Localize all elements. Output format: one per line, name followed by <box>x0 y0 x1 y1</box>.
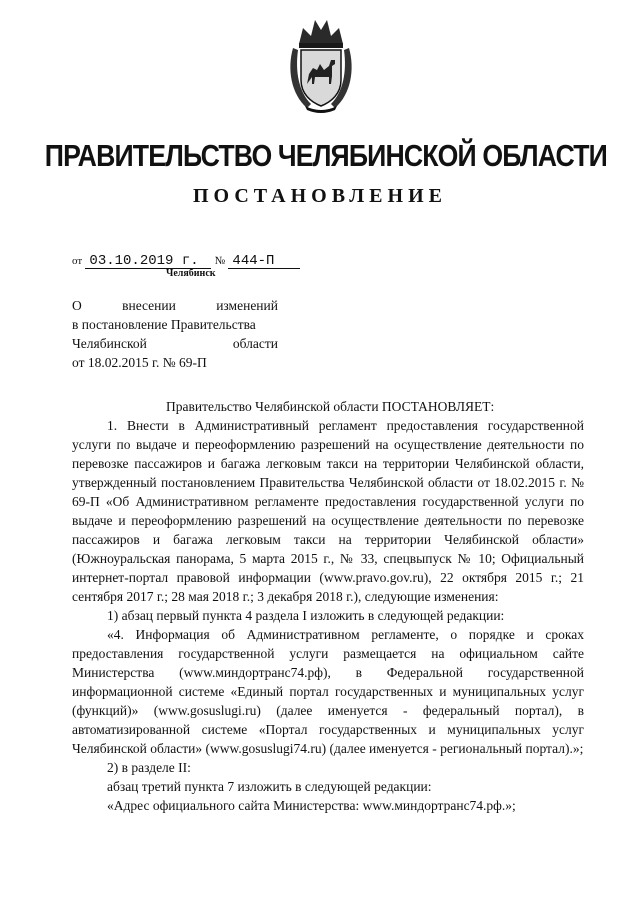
subject-word: внесении <box>122 298 176 313</box>
document-meta-line <box>72 252 300 269</box>
coat-of-arms-emblem <box>285 14 357 114</box>
body-paragraph: 1) абзац первый пункта 4 раздела I изложить в следующей редакции: <box>107 608 505 623</box>
subject-word: Челябинской <box>72 336 147 351</box>
subject-word: О <box>72 298 82 313</box>
body-paragraph: «4. Информация об Административном регламенте, о порядке и сроках предоставления государственной услуги размещается на официальном сайте Министерства (www.миндортранс74.рф), в Федеральной государственной информационной системе «Единый портал государственных и муниципальных услуг (функций)» (www.gosuslugi.ru) (далее именуется - федеральный портал), в автоматизированной системе «Портал государственных и муниципальных услуг Челябинской области» (www.gosuslugi74.ru) (далее именуется - региональный портал).»; <box>72 627 584 756</box>
subject-line-1 <box>72 296 278 315</box>
document-type: ПОСТАНОВЛЕНИЕ <box>193 185 447 207</box>
organization-title: ПРАВИТЕЛЬСТВО ЧЕЛЯБИНСКОЙ ОБЛАСТИ <box>44 138 607 173</box>
document-subject <box>72 296 278 372</box>
body-paragraph: «Адрес официального сайта Министерства: www.миндортранс74.рф.»; <box>107 798 516 813</box>
subject-line-4: от 18.02.2015 г. № 69-П <box>72 355 207 370</box>
body-paragraph: абзац третий пункта 7 изложить в следующей редакции: <box>107 779 432 794</box>
number-label: № <box>214 255 226 267</box>
subject-line-2: в постановление Правительства <box>72 317 256 332</box>
body-paragraph: 2) в разделе II: <box>107 760 191 775</box>
body-paragraph: 1. Внести в Административный регламент предоставления государственной услуги по выдаче и переоформлению разрешений на осуществление деятельности по перевозке пассажиров и багажа легковым такси на территории Челябинской области, утвержденный постановлением Правительства Челябинской области от 18.02.2015 г. № 69-П «Об Административном регламенте предоставления государственной услуги по выдаче и переоформлению разрешений на осуществление деятельности по перевозке пассажиров и багажа легковым такси на территории Челябинской области» (Южноуральская панорама, 5 марта 2015 г., № 33, спецвыпуск № 10; Официальный интернет-портал правовой информации (www.pravo.gov.ru), 22 октября 2015 г.; 21 сентября 2017 г.; 28 мая 2018 г.; 3 декабря 2018 г.), следующие изменения: <box>72 418 584 604</box>
document-date: 03.10.2019 г. <box>85 254 211 269</box>
document-number: 444-П <box>228 254 300 269</box>
subject-word: изменений <box>216 298 278 313</box>
document-body <box>72 397 584 815</box>
subject-word: области <box>232 336 278 351</box>
city-name: Челябинск <box>166 268 216 279</box>
subject-line-3 <box>72 334 278 353</box>
date-label: от <box>72 255 83 267</box>
preamble: Правительство Челябинской области ПОСТАНОВЛЯЕТ: <box>166 399 495 414</box>
